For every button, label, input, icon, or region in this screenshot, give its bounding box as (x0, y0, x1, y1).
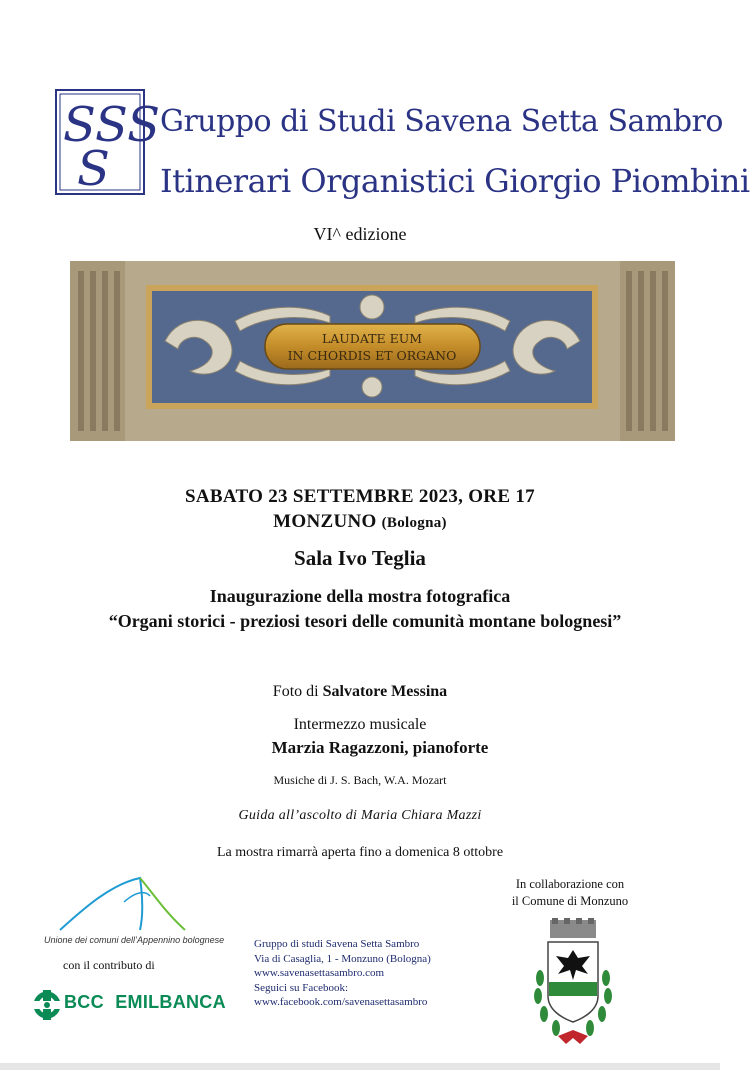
collab-line1: In collaborazione con (515, 877, 625, 891)
contribution-label: con il contributo di (63, 958, 155, 972)
organ-panel-photo (70, 261, 675, 441)
event-town: MONZUNO (273, 511, 377, 532)
bottom-strip (0, 1063, 720, 1070)
collaboration-note (480, 876, 660, 910)
event-province: (Bologna) (381, 515, 447, 531)
contact-address: Via di Casaglia, 1 - Monzuno (Bologna) (254, 952, 431, 965)
listening-guide: Guida all’ascolto di Maria Chiara Mazzi (238, 808, 482, 823)
monzuno-crest (528, 918, 618, 1048)
contact-block (254, 937, 431, 1010)
event-date-time: SABATO 23 SETTEMBRE 2023, ORE 17 (185, 486, 535, 507)
event-venue: Sala Ivo Teglia (294, 546, 426, 570)
photographer-name: Salvatore Messina (322, 683, 448, 700)
org-name: Gruppo di Studi Savena Setta Sambro (160, 104, 723, 139)
bank-logo-text (64, 992, 226, 1013)
performer: Marzia Ragazzoni, pianoforte (271, 738, 489, 757)
collab-line2: il Comune di Monzuno (511, 894, 629, 908)
intermezzo-label: Intermezzo musicale (293, 716, 427, 733)
series-name: Itinerari Organistici Giorgio Piombini (160, 162, 750, 200)
svg-text:S: S (77, 141, 110, 197)
contact-org: Gruppo di studi Savena Setta Sambro (254, 938, 420, 950)
contact-facebook-url[interactable]: www.facebook.com/savenasettasambro (254, 996, 428, 1008)
contact-website[interactable]: www.savenasettasambro.com (254, 967, 385, 979)
inscription-line2: IN CHORDIS ET ORGANO (287, 348, 457, 363)
photo-credit (0, 683, 720, 701)
exhibit-closing-date: La mostra rimarrà aperta fino a domenica 8 ottobre (216, 845, 504, 860)
photo-credit-prefix: Foto di (272, 683, 319, 700)
inscription-line1: LAUDATE EUM (321, 331, 423, 346)
bank-name: EMILBANCA (115, 992, 226, 1012)
event-place (0, 511, 720, 533)
union-logo (40, 872, 230, 934)
contact-facebook-label: Seguici su Facebook: (254, 981, 349, 994)
bank-short: BCC (64, 992, 104, 1012)
inauguration-heading: Inaugurazione della mostra fotografica (209, 586, 511, 606)
edition: VI^ edizione (313, 224, 407, 244)
sss-monogram: SSS (63, 97, 160, 153)
union-name: Unione dei comuni dell’Appennino bolognese (44, 935, 225, 945)
exhibit-title: “Organi storici - preziosi tesori delle comunità montane bolognesi” (108, 611, 622, 631)
music-program: Musiche di J. S. Bach, W.A. Mozart (273, 773, 447, 787)
sss-logo (55, 89, 160, 197)
bcc-icon (30, 988, 64, 1022)
